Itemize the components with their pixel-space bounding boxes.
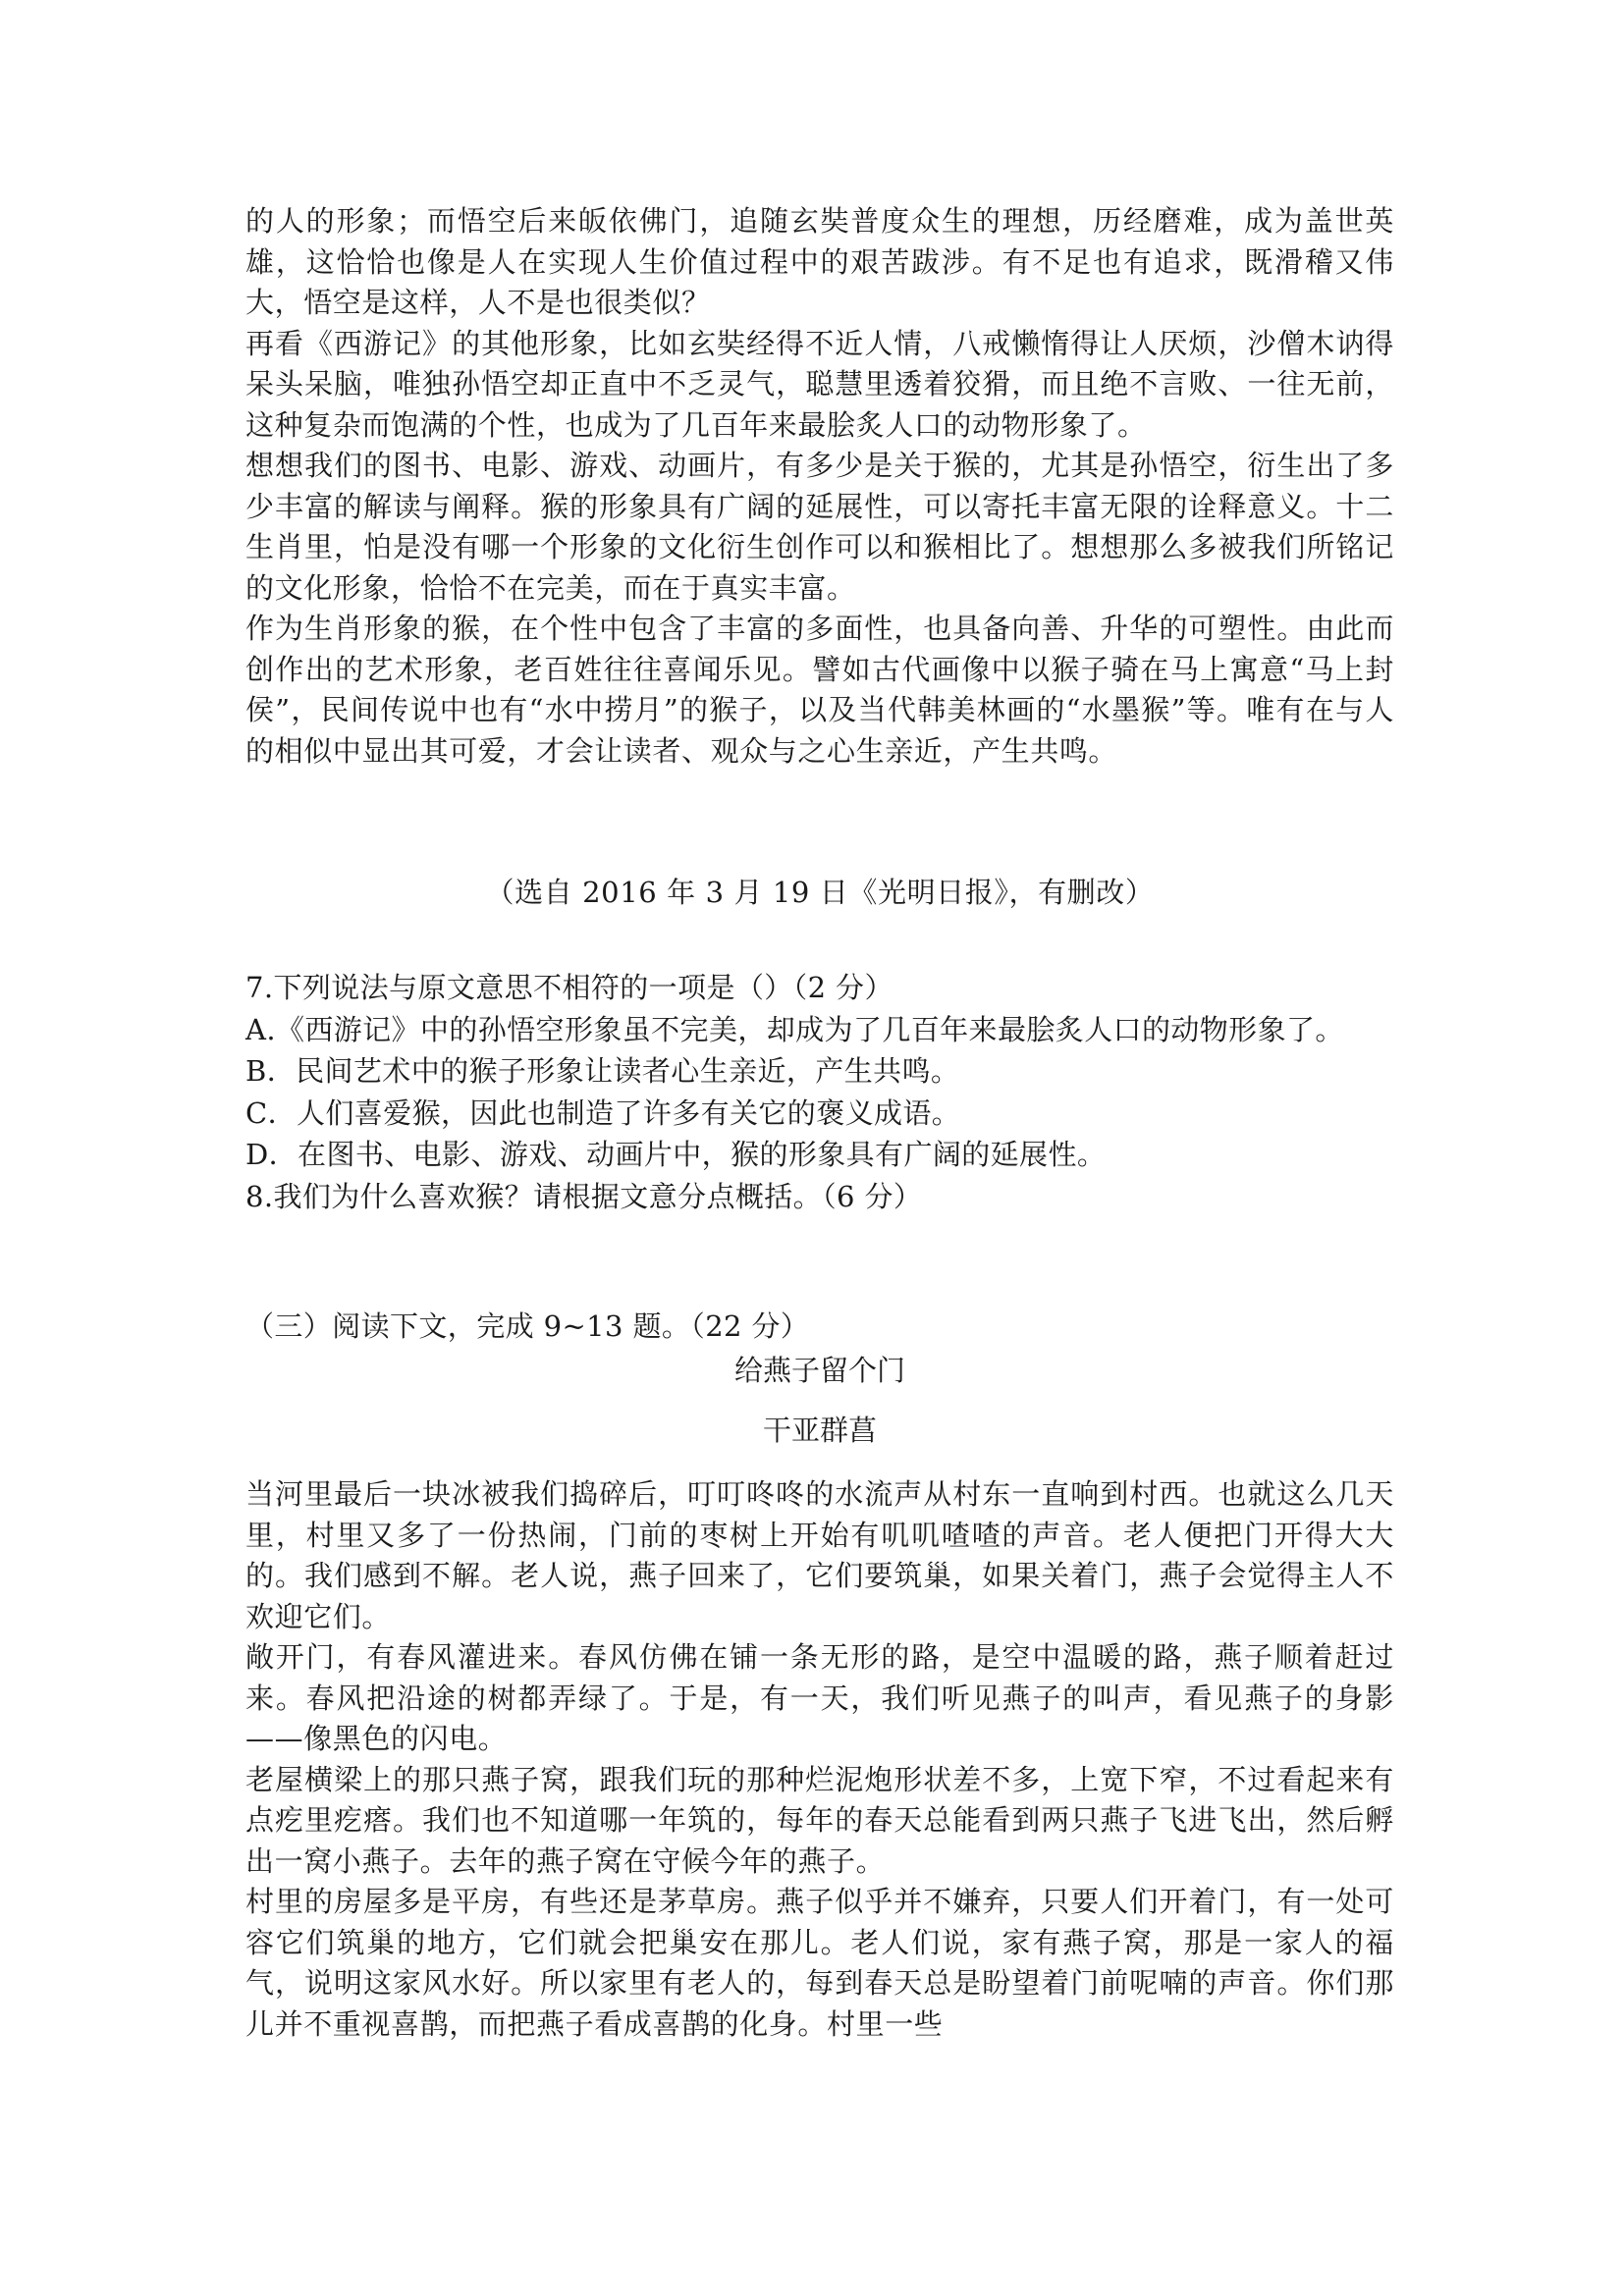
question-7-stem: 7.下列说法与原文意思不相符的一项是（）（2 分）: [245, 971, 893, 1004]
paragraph: 当河里最后一块冰被我们捣碎后，叮叮咚咚的水流声从村东一直响到村西。也就这么几天里，村里又多了一份热闹，门前的枣树上开始有叽叽喳喳的声音。老人便把门开得大大的。我们感到不解。老人说，燕子回来了，它们要筑巢，如果关着门，燕子会觉得主人不欢迎它们。: [245, 1477, 1394, 1633]
paragraph: 敞开门，有春风灌进来。春风仿佛在铺一条无形的路，是空中温暖的路，燕子顺着赶过来。春风把沿途的树都弄绿了。于是，有一天，我们听见燕子的叫声，看见燕子的身影——像黑色的闪电。: [245, 1640, 1394, 1755]
story-title: 给燕子留个门: [733, 1354, 905, 1387]
passage-monkey: [245, 201, 1394, 772]
section-heading: （三）阅读下文，完成 9~13 题。（22 分）: [245, 1309, 810, 1343]
paragraph: 再看《西游记》的其他形象，比如玄奘经得不近人情，八戒懒惰得让人厌烦，沙僧木讷得呆头呆脑，唯独孙悟空却正直中不乏灵气，聪慧里透着狡猾，而且绝不言败、一往无前，这种复杂而饱满的个性，也成为了几百年来最脍炙人口的动物形象了。: [245, 326, 1394, 442]
question-8-stem: 8.我们为什么喜欢猴？请根据文意分点概括。（6 分）: [245, 1179, 923, 1213]
source-citation: （选自 2016 年 3 月 19 日《光明日报》，有删改）: [485, 876, 1155, 909]
paragraph: 村里的房屋多是平房，有些还是茅草房。燕子似乎并不嫌弃，只要人们开着门，有一处可容它们筑巢的地方，它们就会把巢安在那儿。老人们说，家有燕子窝，那是一家人的福气，说明这家风水好。所以家里有老人的，每到春天总是盼望着门前呢喃的声音。你们那儿并不重视喜鹊，而把燕子看成喜鹊的化身。村里一些: [245, 1885, 1394, 2041]
question-7-option-b: B．民间艺术中的猴子形象让读者心生亲近，产生共鸣。: [245, 1054, 960, 1088]
question-block: [245, 967, 1394, 1217]
paragraph: 老屋横梁上的那只燕子窝，跟我们玩的那种烂泥炮形状差不多，上宽下窄，不过看起来有点疙里疙瘩。我们也不知道哪一年筑的，每年的春天总能看到两只燕子飞进飞出，然后孵出一窝小燕子。去年的燕子窝在守候今年的燕子。: [245, 1762, 1394, 1878]
story-author: 干亚群菖: [762, 1414, 877, 1447]
paragraph: 的人的形象；而悟空后来皈依佛门，追随玄奘普度众生的理想，历经磨难，成为盖世英雄，这恰恰也像是人在实现人生价值过程中的艰苦跋涉。有不足也有追求，既滑稽又伟大，悟空是这样，人不是也很类似？: [245, 204, 1394, 319]
paragraph: 作为生肖形象的猴，在个性中包含了丰富的多面性，也具备向善、升华的可塑性。由此而创作出的艺术形象，老百姓往往喜闻乐见。譬如古代画像中以猴子骑在马上寓意“马上封侯”，民间传说中也有“水中捞月”的猴子，以及当代韩美林画的“水墨猴”等。唯有在与人的相似中显出其可爱，才会让读者、观众与之心生亲近，产生共鸣。: [245, 612, 1394, 768]
question-7-option-c: C．人们喜爱猴，因此也制造了许多有关它的褒义成语。: [245, 1095, 961, 1130]
passage-swallow: [245, 1474, 1394, 2045]
paragraph: 想想我们的图书、电影、游戏、动画片，有多少是关于猴的，尤其是孙悟空，衍生出了多少丰富的解读与阐释。猴的形象具有广阔的延展性，可以寄托丰富无限的诠释意义。十二生肖里，怕是没有哪一个形象的文化衍生创作可以和猴相比了。想想那么多被我们所铭记的文化形象，恰恰不在完美，而在于真实丰富。: [245, 449, 1394, 605]
question-7-option-a: A.《西游记》中的孙悟空形象虽不完美，却成为了几百年来最脍炙人口的动物形象了。: [245, 1012, 1344, 1046]
question-7-option-d: D．在图书、电影、游戏、动画片中，猴的形象具有广阔的延展性。: [245, 1138, 1107, 1171]
